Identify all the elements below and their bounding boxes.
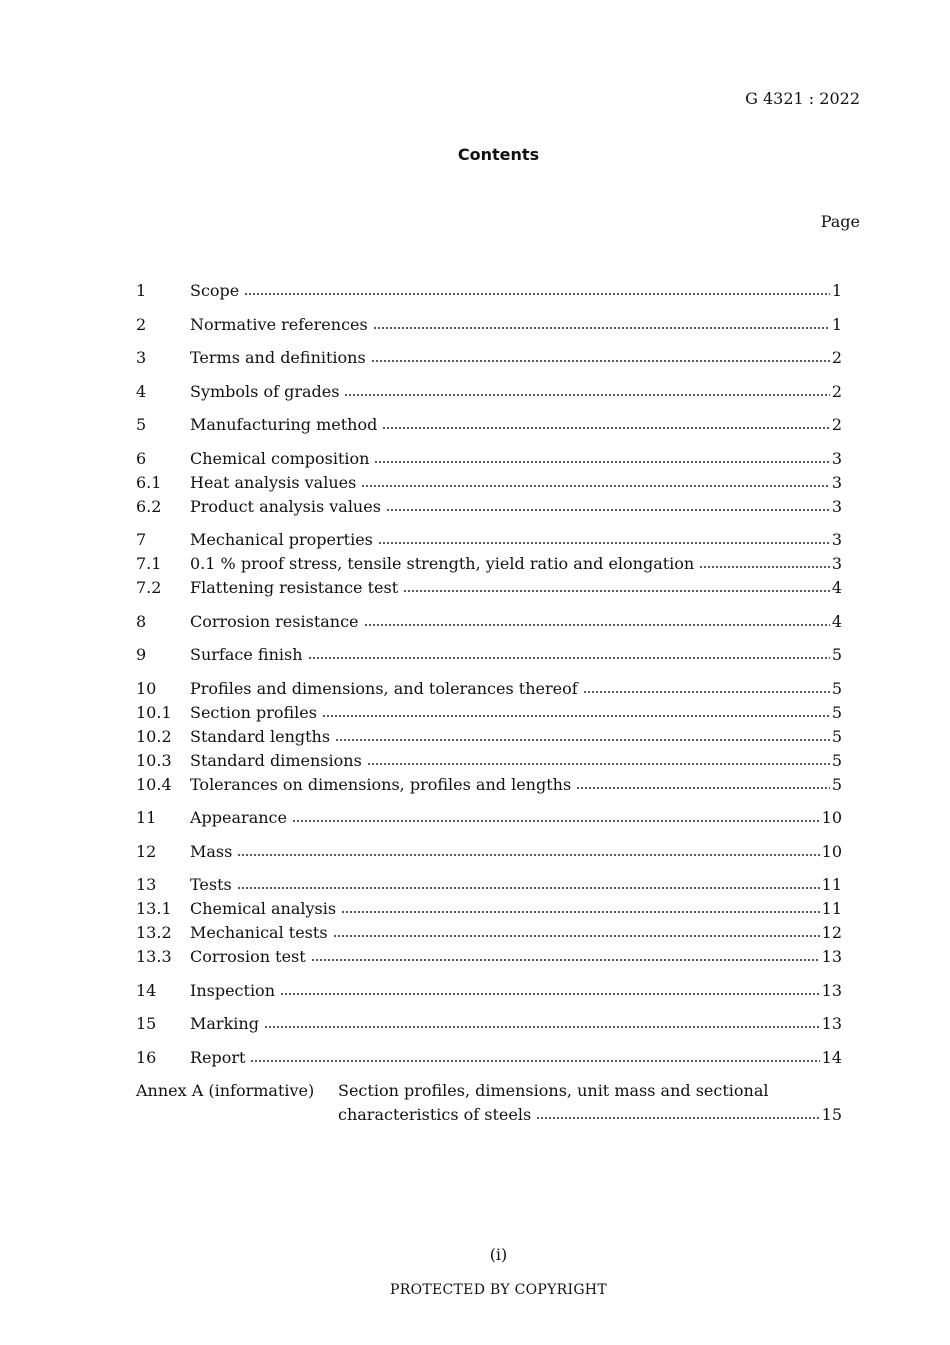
toc-entry-number: 7 <box>136 530 147 549</box>
toc-entry-number: 10.4 <box>136 774 172 794</box>
toc-entry[interactable] <box>136 701 842 725</box>
toc-entry-number: 2 <box>136 314 147 334</box>
toc-entry-title: Flattening resistance test <box>190 578 399 597</box>
dot-leader <box>237 854 819 856</box>
toc-entry[interactable] <box>136 576 842 600</box>
dot-leader <box>364 624 830 626</box>
toc-entry-number: 13 <box>136 875 157 894</box>
toc-entry-title: Marking <box>190 1014 259 1033</box>
toc-group <box>136 1012 842 1036</box>
toc-entry-page-number: 11 <box>821 875 842 894</box>
toc-entry-number: 4 <box>136 381 147 401</box>
toc-entry-page-number: 1 <box>831 314 842 334</box>
toc-entry[interactable] <box>136 610 842 634</box>
toc-entry-page-number: 5 <box>831 702 842 722</box>
toc-entry-title: Section profiles <box>190 702 317 722</box>
annex-entry[interactable] <box>136 1079 842 1127</box>
toc-entry-number: 6 <box>136 448 147 468</box>
table-of-contents <box>136 279 842 1127</box>
toc-entry[interactable] <box>136 447 842 471</box>
toc-entry-number: 5 <box>136 415 147 434</box>
toc-group <box>136 447 842 519</box>
page-title: Contents <box>457 145 540 164</box>
toc-entry-page-number: 11 <box>821 899 842 918</box>
toc-entry-page-number: 2 <box>831 348 842 367</box>
toc-entry-title: Chemical composition <box>190 448 370 468</box>
toc-entry-title: Normative references <box>190 314 368 334</box>
toc-group <box>136 979 842 1003</box>
toc-entry-title: Corrosion test <box>190 947 306 966</box>
toc-entry-number: 13.2 <box>136 923 172 942</box>
toc-entry[interactable] <box>136 1046 842 1070</box>
dot-leader <box>280 993 820 995</box>
dot-leader <box>341 911 820 913</box>
toc-entry[interactable] <box>136 413 842 437</box>
toc-entry-page-number: 10 <box>821 841 842 861</box>
toc-entry[interactable] <box>136 380 842 404</box>
toc-entry-page-number: 2 <box>831 381 842 401</box>
toc-entry[interactable] <box>136 921 842 945</box>
toc-entry-page-number: 12 <box>821 923 842 942</box>
page-column-label: Page <box>820 212 860 231</box>
toc-entry-number: 11 <box>136 808 157 827</box>
toc-entry[interactable] <box>136 979 842 1003</box>
toc-entry-page-number: 4 <box>831 611 842 631</box>
toc-entry-number: 10.2 <box>136 726 172 746</box>
dot-leader <box>371 360 830 362</box>
toc-entry-page-number: 14 <box>821 1047 842 1067</box>
footer-page-number: (i) <box>489 1245 508 1264</box>
annex-label: Annex A (informative) <box>136 1081 315 1100</box>
annex-page-number: 15 <box>821 1105 842 1124</box>
toc-group <box>136 610 842 634</box>
toc-entry-number: 6.2 <box>136 496 162 516</box>
annex-title-block <box>338 1079 842 1127</box>
toc-entry-title: Mass <box>190 841 233 861</box>
toc-entry-title: Mechanical properties <box>190 530 373 549</box>
dot-leader <box>333 935 820 937</box>
toc-entry[interactable] <box>136 552 842 576</box>
dot-leader <box>250 1060 819 1062</box>
toc-entry-page-number: 5 <box>831 726 842 746</box>
toc-entry[interactable] <box>136 346 842 370</box>
toc-entry[interactable] <box>136 897 842 921</box>
toc-entry-page-number: 3 <box>831 472 842 492</box>
toc-entry-title: Chemical analysis <box>190 899 337 918</box>
toc-entry[interactable] <box>136 528 842 552</box>
toc-group <box>136 1046 842 1070</box>
toc-entry-title: Product analysis values <box>190 496 381 516</box>
toc-entry[interactable] <box>136 725 842 749</box>
toc-entry-page-number: 5 <box>831 678 842 698</box>
dot-leader <box>344 394 829 396</box>
dot-leader <box>403 590 830 592</box>
toc-entry-title: Scope <box>190 281 240 300</box>
toc-entry-title: Surface finish <box>190 645 303 664</box>
toc-entry-number: 15 <box>136 1014 157 1033</box>
toc-entry-number: 9 <box>136 645 147 664</box>
toc-entry-title: Tests <box>190 875 232 894</box>
dot-leader <box>264 1026 820 1028</box>
toc-entry[interactable] <box>136 313 842 337</box>
dot-leader <box>378 542 830 544</box>
toc-entry-page-number: 3 <box>831 448 842 468</box>
toc-entry-page-number: 3 <box>831 496 842 516</box>
toc-entry-page-number: 3 <box>831 530 842 549</box>
toc-group <box>136 873 842 969</box>
toc-entries <box>136 279 842 1070</box>
toc-group <box>136 346 842 370</box>
dot-leader <box>386 509 830 511</box>
annex-title-line-1: Section profiles, dimensions, unit mass and sectional <box>338 1081 769 1100</box>
toc-entry[interactable] <box>136 773 842 797</box>
dot-leader <box>244 293 830 295</box>
annex-title-line-2-row <box>338 1103 842 1127</box>
toc-group <box>136 806 842 830</box>
toc-group <box>136 677 842 797</box>
toc-entry-number: 10.1 <box>136 702 172 722</box>
toc-entry-number: 16 <box>136 1047 157 1067</box>
toc-entry-number: 10 <box>136 678 157 698</box>
toc-entry-page-number: 4 <box>831 578 842 597</box>
dot-leader <box>361 485 829 487</box>
toc-entry-title: Manufacturing method <box>190 415 378 434</box>
standard-identifier: G 4321 : 2022 <box>745 89 860 108</box>
toc-entry[interactable] <box>136 873 842 897</box>
toc-group <box>136 643 842 667</box>
toc-entry[interactable] <box>136 840 842 864</box>
dot-leader <box>576 787 830 789</box>
toc-entry-number: 1 <box>136 281 147 300</box>
toc-entry[interactable] <box>136 471 842 495</box>
toc-entry-title: Corrosion resistance <box>190 611 359 631</box>
dot-leader <box>308 657 830 659</box>
toc-entry-title: Report <box>190 1047 246 1067</box>
toc-entry-number: 13.1 <box>136 899 172 918</box>
toc-entry-page-number: 2 <box>831 415 842 434</box>
toc-entry-number: 7.2 <box>136 578 162 597</box>
dot-leader <box>237 887 820 889</box>
annex-title-line-2: characteristics of steels <box>338 1105 532 1124</box>
toc-entry-title: 0.1 % proof stress, tensile strength, yield ratio and elongation <box>190 554 695 573</box>
dot-leader <box>382 427 829 429</box>
toc-entry-page-number: 3 <box>831 554 842 573</box>
toc-entry-title: Appearance <box>190 808 287 827</box>
toc-entry[interactable] <box>136 945 842 969</box>
toc-group <box>136 528 842 600</box>
toc-entry-number: 8 <box>136 611 147 631</box>
toc-entry-number: 3 <box>136 348 147 367</box>
toc-entry-title: Symbols of grades <box>190 381 340 401</box>
toc-entry[interactable] <box>136 806 842 830</box>
toc-entry-page-number: 5 <box>831 645 842 664</box>
toc-entry[interactable] <box>136 1012 842 1036</box>
dot-leader <box>373 327 830 329</box>
toc-entry[interactable] <box>136 279 842 303</box>
toc-entry-page-number: 13 <box>821 980 842 1000</box>
toc-entry[interactable] <box>136 643 842 667</box>
toc-entry-number: 7.1 <box>136 554 162 573</box>
toc-entry-title: Terms and definitions <box>190 348 366 367</box>
toc-group <box>136 840 842 864</box>
toc-entry-number: 10.3 <box>136 750 172 770</box>
toc-entry-title: Inspection <box>190 980 275 1000</box>
dot-leader <box>311 959 820 961</box>
toc-entry-page-number: 5 <box>831 750 842 770</box>
toc-entry-title: Tolerances on dimensions, profiles and lengths <box>190 774 572 794</box>
dot-leader <box>335 739 830 741</box>
toc-entry-number: 13.3 <box>136 947 172 966</box>
toc-group <box>136 413 842 437</box>
toc-entry-title: Profiles and dimensions, and tolerances thereof <box>190 678 578 698</box>
toc-entry-title: Heat analysis values <box>190 472 357 492</box>
toc-entry-page-number: 10 <box>821 808 842 827</box>
toc-entry[interactable] <box>136 677 842 701</box>
toc-group <box>136 380 842 404</box>
dot-leader <box>699 566 830 568</box>
dot-leader <box>367 763 830 765</box>
dot-leader <box>536 1117 819 1119</box>
toc-entry-page-number: 13 <box>821 947 842 966</box>
toc-entry-title: Standard lengths <box>190 726 331 746</box>
copyright-notice: PROTECTED BY COPYRIGHT <box>390 1282 607 1298</box>
toc-entry-page-number: 13 <box>821 1014 842 1033</box>
toc-group <box>136 313 842 337</box>
toc-entry-number: 12 <box>136 841 157 861</box>
toc-entry-page-number: 1 <box>831 281 842 300</box>
dot-leader <box>322 715 830 717</box>
toc-entry-page-number: 5 <box>831 774 842 794</box>
dot-leader <box>292 820 820 822</box>
toc-entry-number: 14 <box>136 980 157 1000</box>
dot-leader <box>583 691 830 693</box>
dot-leader <box>374 461 829 463</box>
toc-entry[interactable] <box>136 749 842 773</box>
toc-entry-number: 6.1 <box>136 472 162 492</box>
toc-entry-title: Standard dimensions <box>190 750 362 770</box>
toc-entry-title: Mechanical tests <box>190 923 328 942</box>
toc-entry[interactable] <box>136 495 842 519</box>
toc-group <box>136 279 842 303</box>
